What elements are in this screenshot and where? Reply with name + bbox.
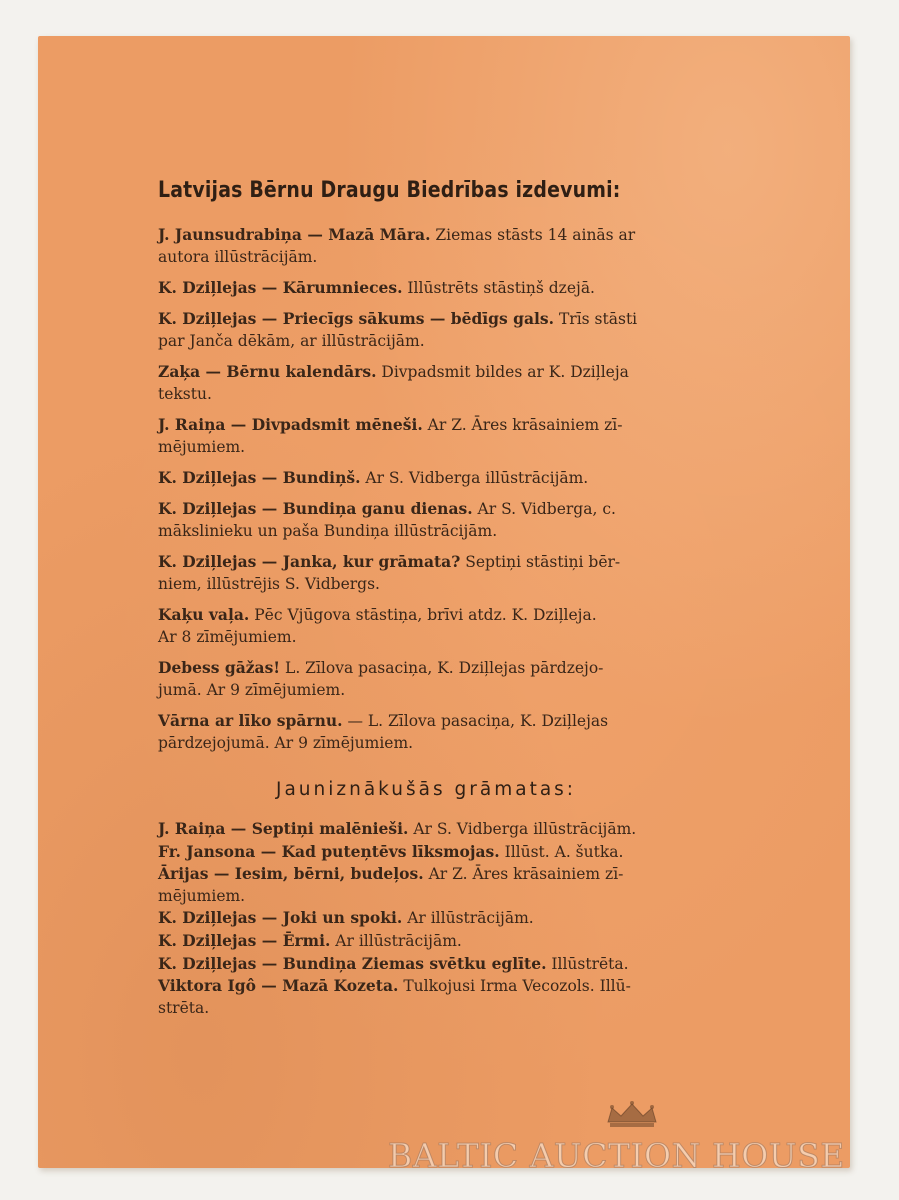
entry-line — [158, 277, 768, 299]
entry-description: Septiņi stāstiņi bēr- — [460, 553, 621, 571]
book-entry — [158, 224, 768, 268]
entry-description: Trīs stāsti — [554, 310, 638, 328]
entry-line — [158, 953, 768, 976]
book-entry — [158, 361, 768, 405]
book-entry — [158, 308, 768, 352]
publications-list — [158, 224, 768, 763]
entry-line — [158, 573, 768, 595]
entry-title: Viktora Igô — Mazā Kozeta. — [158, 976, 399, 996]
entry-description: pārdzejojumā. Ar 9 zīmējumiem. — [158, 734, 414, 752]
entry-line — [158, 886, 768, 908]
new-books-heading: Jauniznākušās grāmatas: — [276, 779, 577, 800]
entry-line — [158, 975, 768, 998]
entry-description: tekstu. — [158, 385, 212, 403]
book-entry — [158, 277, 768, 299]
entry-title: Debess gāžas! — [158, 658, 281, 677]
entry-description: Illūst. A. šutka. — [499, 842, 624, 861]
entry-line — [158, 330, 768, 352]
entry-line — [158, 679, 768, 701]
book-entry — [158, 498, 768, 542]
entry-line — [158, 551, 768, 573]
book-entry — [158, 604, 768, 648]
entry-line — [158, 308, 768, 330]
book-entry — [158, 657, 768, 701]
entry-line — [158, 907, 768, 930]
entry-line — [158, 414, 768, 436]
entry-title: K. Dziļlejas — Janka, kur grāmata? — [158, 552, 461, 571]
entry-description: strēta. — [158, 998, 210, 1017]
entry-line — [158, 710, 768, 732]
entry-title: J. Raiņa — Divpadsmit mēneši. — [158, 415, 423, 434]
book-entry — [158, 930, 768, 953]
entry-line — [158, 863, 768, 886]
entry-description: Illūstrēts stāstiņš dzejā. — [402, 279, 595, 297]
entry-line — [158, 841, 768, 864]
entry-description: Ar Z. Āres krāsainiem zī- — [422, 416, 623, 434]
entry-description: niem, illūstrējis S. Vidbergs. — [158, 575, 380, 593]
book-entry — [158, 818, 768, 841]
entry-title: K. Dziļlejas — Bundiņa ganu dienas. — [158, 499, 473, 518]
entry-description: mējumiem. — [158, 886, 246, 905]
entry-line — [158, 224, 768, 246]
entry-description: Ar 8 zīmējumiem. — [158, 628, 297, 646]
book-entry — [158, 467, 768, 489]
entry-title: Vārna ar līko spārnu. — [158, 711, 343, 730]
entry-description: mākslinieku un paša Bundiņa illūstrācijām. — [158, 522, 498, 540]
entry-line — [158, 626, 768, 648]
entry-line — [158, 818, 768, 841]
entry-description: L. Zīlova pasaciņa, K. Dziļlejas pārdzejo- — [280, 659, 604, 677]
publications-heading: Latvijas Bērnu Draugu Biedrības izdevumi: — [158, 178, 621, 203]
book-entry — [158, 551, 768, 595]
entry-title: K. Dziļlejas — Kārumnieces. — [158, 278, 403, 297]
entry-title: K. Dziļlejas — Priecīgs sākums — bēdīgs gals. — [158, 309, 555, 328]
entry-line — [158, 246, 768, 268]
entry-description: Ar illūstrācijām. — [330, 931, 462, 950]
entry-title: Kaķu vaļa. — [158, 605, 250, 624]
entry-line — [158, 520, 768, 542]
entry-line — [158, 604, 768, 626]
entry-title: K. Dziļlejas — Ērmi. — [158, 930, 331, 950]
entry-line — [158, 998, 768, 1020]
entry-description: Illūstrēta. — [546, 954, 629, 973]
crown-logo-icon — [604, 1100, 660, 1130]
entry-description: jumā. Ar 9 zīmējumiem. — [158, 681, 346, 699]
new-books-list — [158, 818, 768, 1019]
entry-title: K. Dziļlejas — Joki un spoki. — [158, 908, 403, 928]
book-entry — [158, 841, 768, 864]
entry-description: par Janča dēkām, ar illūstrācijām. — [158, 332, 425, 350]
entry-description: Ar S. Vidberga illūstrācijām. — [408, 820, 637, 838]
book-entry — [158, 975, 768, 1019]
entry-title: K. Dziļlejas — Bundiņš. — [158, 468, 361, 487]
entry-description: Ar S. Vidberga, c. — [472, 500, 616, 518]
book-entry — [158, 710, 768, 754]
entry-description: Ar S. Vidberga illūstrācijām. — [360, 469, 589, 487]
entry-description: Tulkojusi Irma Vecozols. Illū- — [398, 977, 631, 996]
book-entry — [158, 414, 768, 458]
entry-title: Ārijas — Iesim, bērni, budeļos. — [158, 864, 424, 884]
entry-line — [158, 732, 768, 754]
entry-line — [158, 467, 768, 489]
entry-line — [158, 361, 768, 383]
entry-line — [158, 930, 768, 953]
entry-line — [158, 657, 768, 679]
entry-description: Ziemas stāsts 14 ainās ar — [430, 226, 636, 244]
book-entry — [158, 953, 768, 976]
watermark-text: BALTIC AUCTION HOUSE — [388, 1136, 845, 1175]
entry-title: Zaķa — Bērnu kalendārs. — [158, 362, 377, 381]
entry-line — [158, 383, 768, 405]
entry-description: mējumiem. — [158, 438, 246, 456]
entry-title: K. Dziļlejas — Bundiņa Ziemas svētku eglīte. — [158, 953, 547, 973]
book-entry — [158, 907, 768, 930]
entry-description: Divpadsmit bildes ar K. Dziļleja — [376, 363, 629, 381]
entry-title: J. Raiņa — Septiņi malēnieši. — [158, 819, 409, 838]
entry-description: Ar Z. Āres krāsainiem zī- — [423, 865, 624, 884]
book-entry — [158, 863, 768, 907]
entry-title: Fr. Jansona — Kad puteņtēvs līksmojas. — [158, 841, 500, 861]
entry-description: autora illūstrācijām. — [158, 248, 318, 266]
entry-description: — L. Zīlova pasaciņa, K. Dziļlejas — [342, 712, 609, 730]
entry-description: Pēc Vjūgova stāstiņa, brīvi atdz. K. Dziļleja. — [249, 606, 597, 624]
entry-description: Ar illūstrācijām. — [402, 909, 534, 928]
entry-line — [158, 436, 768, 458]
entry-title: J. Jaunsudrabiņa — Mazā Māra. — [158, 225, 431, 244]
entry-line — [158, 498, 768, 520]
